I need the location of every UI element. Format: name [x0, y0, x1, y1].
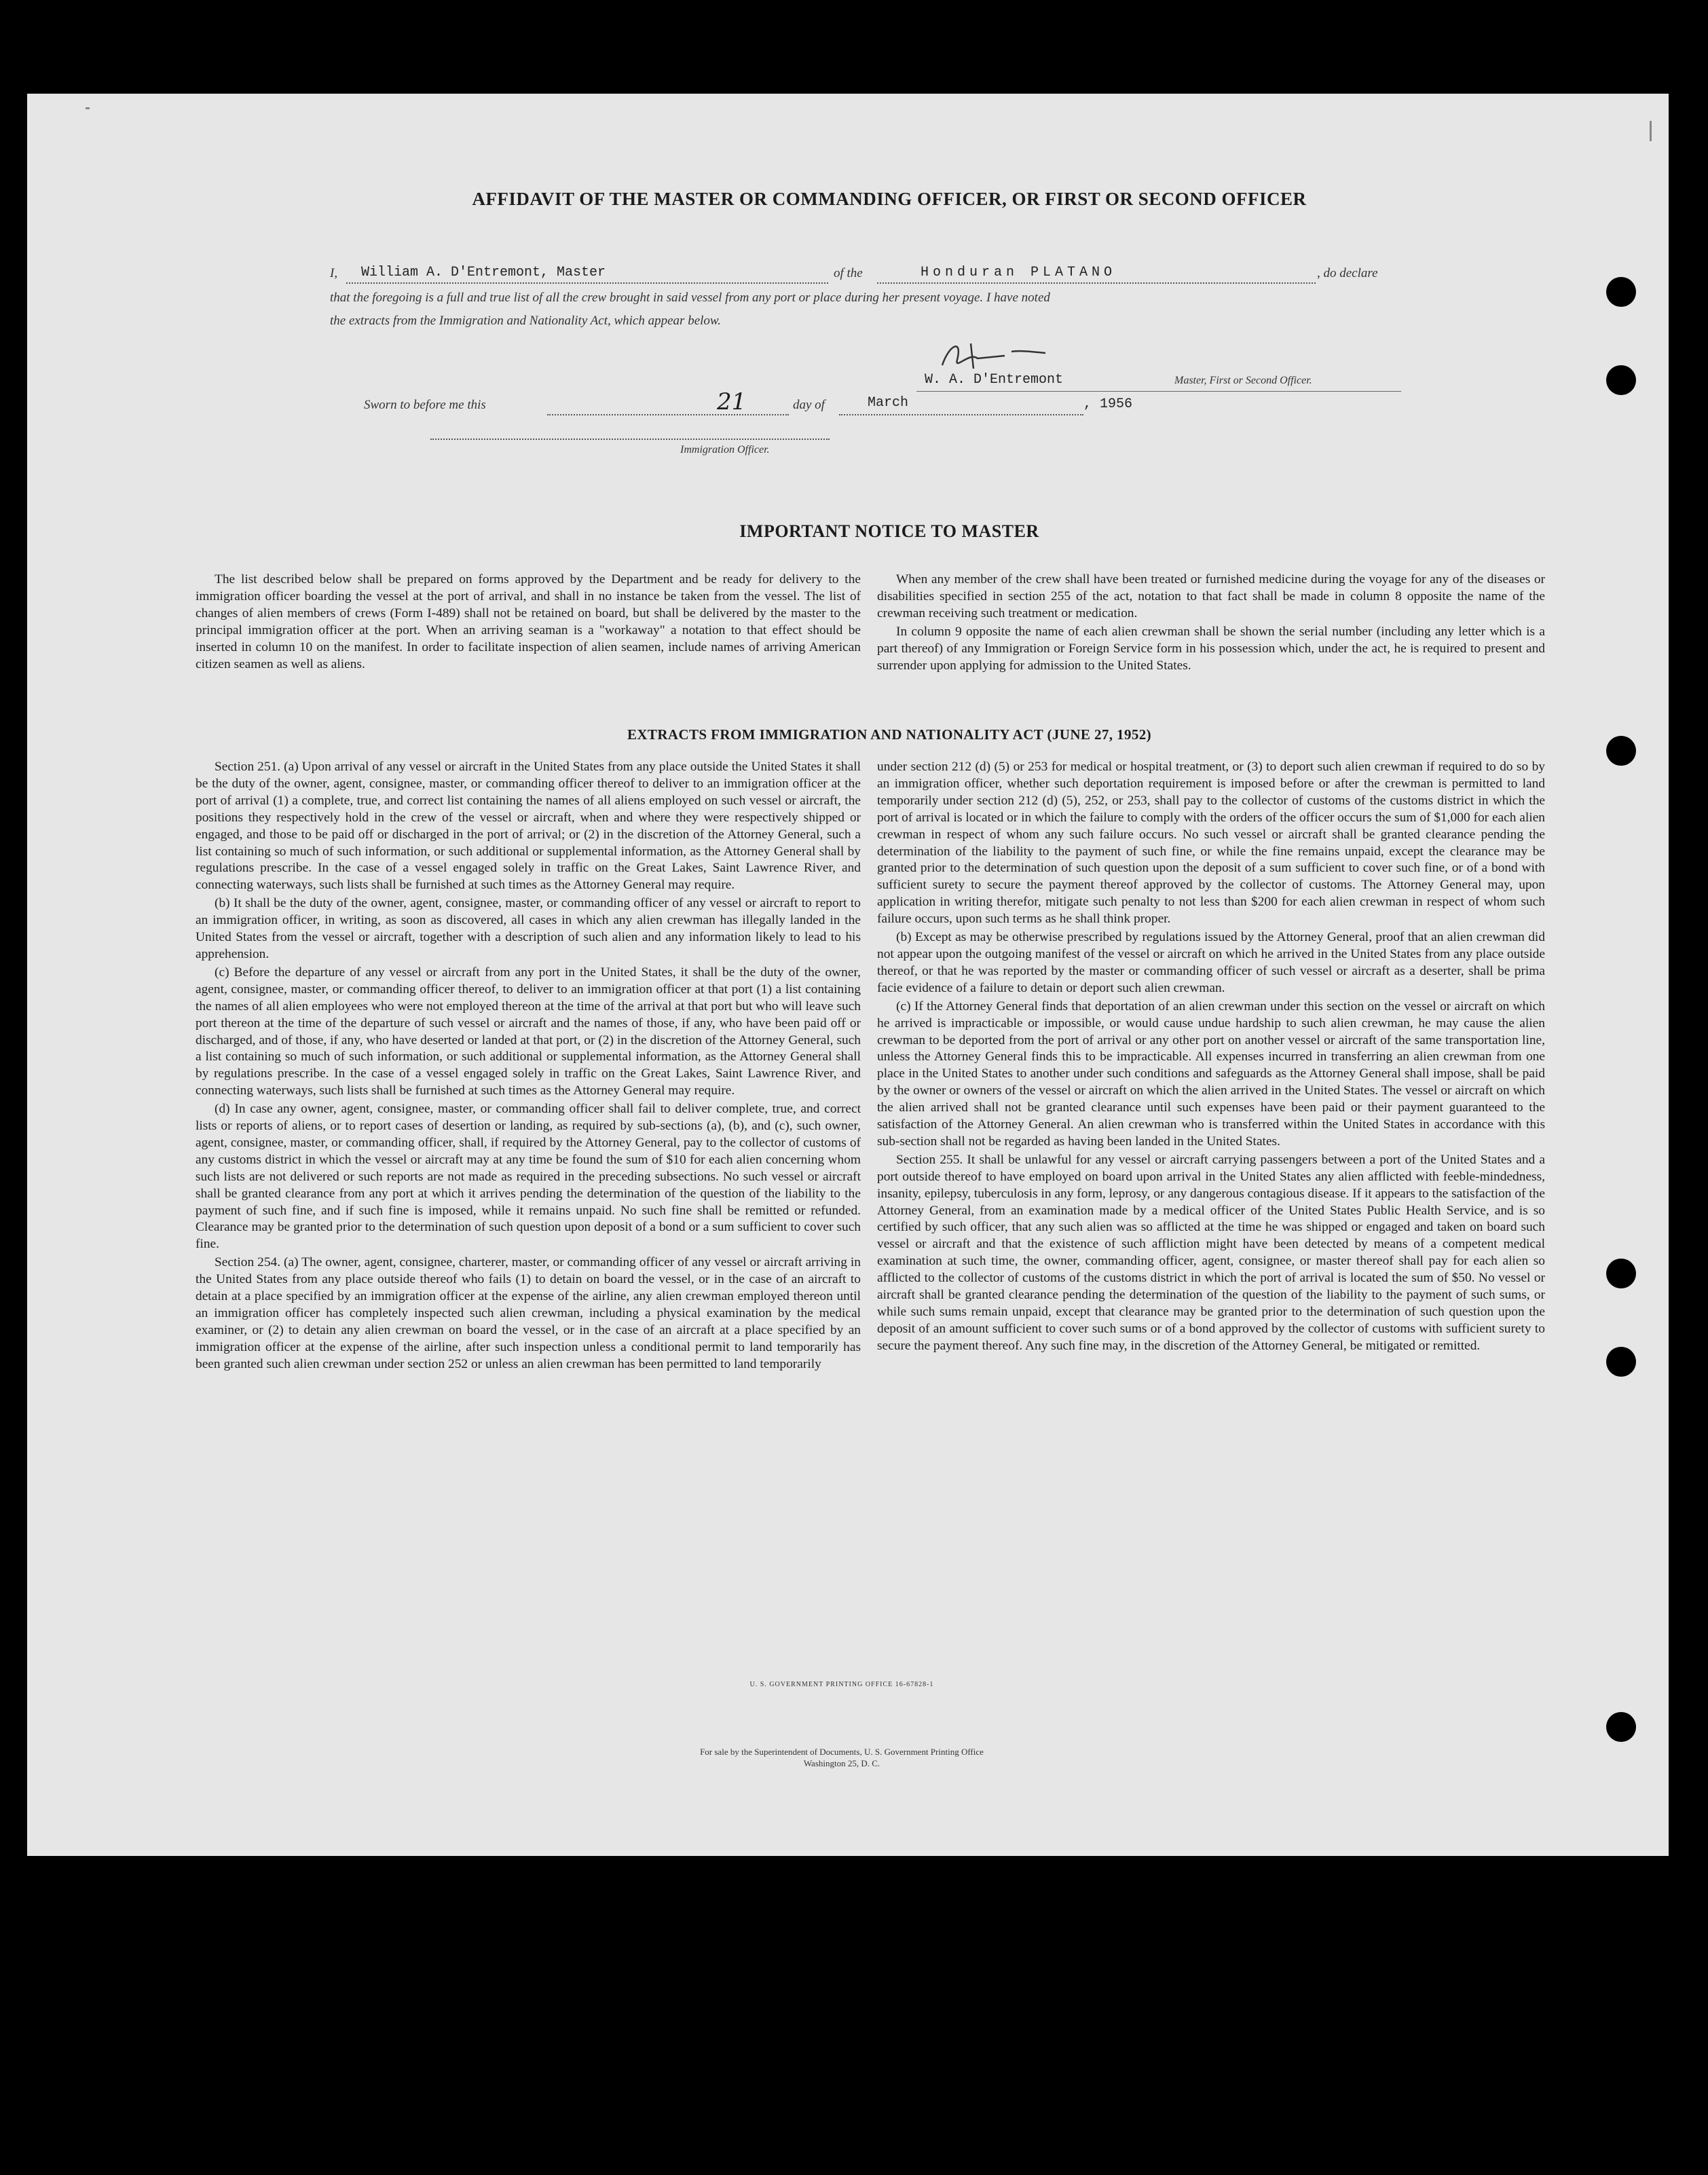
- vessel-field: [877, 265, 1316, 284]
- sworn-day: 21: [717, 388, 747, 415]
- officer-caption: Immigration Officer.: [680, 444, 770, 456]
- extract-paragraph: (c) If the Attorney General finds that deportation of an alien crewman under this section on the vessel or aircraft on which he arrived is impracticable or impossible, or would cause undue hardship to such alien crewman, he may cause the alien crewman to be deported from the port of arrival or any other port on another vessel or aircraft of the same transportation line, unless the Attorney General finds this to be impracticable. All expenses incurred in transferring an alien crewman from one place in the United States to another under such conditions and safeguards as the Attorney General shall impose, shall be paid by the owner or owners of the vessel or aircraft on which the alien arrived in the United States. The vessel or aircraft on which the alien arrived shall not be granted clearance until such expenses have been paid or their payment guaranteed to the satisfaction of the Attorney General. An alien crewman who is transferred within the United States in accordance with this sub-section shall not be regarded as having been landed in the United States.: [877, 999, 1545, 1149]
- officer-signature-line: [430, 439, 830, 440]
- declarant-field: [346, 265, 828, 284]
- declaration-line-2: that the foregoing is a full and true list of all the crew brought in said vessel from any port or place during her present voyage. I have noted: [330, 291, 1050, 305]
- declarant-name: William A. D'Entremont, Master: [361, 265, 606, 280]
- signature-typed-name: W. A. D'Entremont: [925, 372, 1064, 388]
- sworn-month: March: [868, 395, 909, 411]
- sworn-day-field: [547, 388, 789, 415]
- sworn-prefix: Sworn to before me this: [364, 398, 486, 412]
- notice-paragraph: When any member of the crew shall have been treated or furnished medicine during the voyage for any of the diseases or disabilities specified in section 255 of the act, notation to that fact shall be made in column 8 opposite the name of the crewman receiving such treatment or medication.: [877, 572, 1545, 620]
- document-page: [27, 94, 1669, 1856]
- footer-line-2: Washington 25, D. C.: [803, 1758, 880, 1768]
- notice-right-column: [877, 572, 1545, 675]
- extract-paragraph: (d) In case any owner, agent, consignee, master, or commanding officer shall fail to deliver complete, true, and correct lists or reports of aliens, or to report cases of desertion or landing, as required by sub-sections (a), (b), and (c), such owner, agent, consignee, master, or commanding officer, shall, if required by the Attorney General, pay to the collector of customs of any customs district in which the vessel or aircraft may at any time be found the sum of $10 for each alien concerning whom such lists are not delivered or such reports are not made as required in the preceding subsections. No such vessel or aircraft shall be granted clearance from any port at which it arrives pending the determination of the question of the liability to the payment of such fine, and if such fine is imposed, while it remains unpaid. No such fine shall be remitted or refunded. Clearance may be granted prior to the determination of such question upon deposit of a bond or a sum sufficient to cover such fine.: [196, 1102, 861, 1252]
- extract-paragraph: Section 255. It shall be unlawful for any vessel or aircraft carrying passengers between a port of the United States and a port outside thereof to have employed on board upon arrival in the United States any alien afflicted with feeble-mindedness, insanity, epilepsy, tuberculosis in any form, leprosy, or any dangerous contagious disease. If it appears to the satisfaction of the Attorney General, from an examination made by a medical officer of the United States Public Health Service, and is so certified by such officer, that any such alien was so afflicted at the time he was shipped or engaged and taken on board such vessel or aircraft and that the existence of such affliction might have been detected by means of a competent medical examination at such time, the owner, commanding officer, agent, consignee, or master thereof shall pay for each alien so afflicted to the collector of customs of the customs district in which the port of arrival is located the sum of $50. No vessel or aircraft shall be granted clearance pending the determination of the question of the liability to the payment of such sums, or while such sums remain unpaid, except that clearance may be granted prior to the determination of such question upon the deposit of an amount sufficient to cover such sums or of a bond approved by the collector of customs with sufficient surety to secure the payment thereof. Any such fine may, in the discretion of the Attorney General, be mitigated or remitted.: [877, 1152, 1545, 1353]
- printer-mark: U. S. GOVERNMENT PRINTING OFFICE 16-67828-1: [749, 1681, 934, 1688]
- extract-paragraph: (c) Before the departure of any vessel or aircraft from any port in the United States, it shall be the duty of the owner, agent, consignee, master, or commanding officer thereof, to deliver to an immigration officer at that port (1) a list containing the names of all alien employees who were not employed thereon at the time of the arrival at that port but who will leave such port thereon at the time of the departure of such vessel or aircraft and the names of those, if any, who have been paid off or discharged, and of those, if any, who have deserted or landed at that port, or (2) in the discretion of the Attorney General, such a list containing so much of such information, or such additional or supplemental information, as the Attorney General shall by regulations prescribe. In the case of a vessel engaged solely in traffic on the Great Lakes, Saint Lawrence River, and connecting waterways, such lists shall be furnished at such times as the Attorney General may require.: [196, 965, 861, 1098]
- sworn-month-field: [839, 395, 1083, 415]
- declaration-prefix: I,: [330, 266, 338, 280]
- sworn-day-of: day of: [793, 398, 825, 412]
- extract-paragraph: (b) It shall be the duty of the owner, agent, consignee, master, or commanding officer of any vessel or aircraft to report to an immigration officer, in writing, as soon as discovered, all cases in which any alien crewman has illegally landed in the United States from the vessel or aircraft, together with a description of such alien and any information likely to lead to his apprehension.: [196, 896, 861, 961]
- binder-hole-6: [1606, 1712, 1636, 1742]
- notice-title: IMPORTANT NOTICE TO MASTER: [739, 521, 1039, 541]
- binder-hole-3: [1606, 736, 1636, 766]
- extracts-title: EXTRACTS FROM IMMIGRATION AND NATIONALITY ACT (JUNE 27, 1952): [627, 726, 1152, 743]
- sworn-year: , 1956: [1083, 396, 1133, 412]
- extract-paragraph: Section 251. (a) Upon arrival of any vessel or aircraft in the United States from any place outside the United States it shall be the duty of the owner, agent, consignee, master, or commanding officer thereof to deliver to an immigration officer at the port of arrival (1) a complete, true, and correct list containing the names of all aliens employed on such vessel or aircraft, the positions they respectively hold in the crew of the vessel or aircraft, when and where they were respectively shipped or engaged, and those to be paid off or discharged in the port of arrival; or (2) in the discretion of the Attorney General, such a list containing so much of such information, or such additional or supplemental information, as the Attorney General shall by regulations prescribe. In the case of a vessel engaged solely in traffic on the Great Lakes, Saint Lawrence River, and connecting waterways, such lists shall be furnished at such times as the Attorney General may require.: [196, 760, 861, 893]
- extract-paragraph: Section 254. (a) The owner, agent, consignee, charterer, master, or commanding officer of any vessel or aircraft arriving in the United States from any place outside thereof who fails (1) to detain on board the vessel, or in the case of an aircraft to detain at a place specified by an immigration officer at the expense of the airline, any alien crewman employed thereon until an immigration officer has completely inspected such alien crewman, including a physical examination by the medical examiner, or (2) to detain any alien crewman on board the vessel, or in the case of an aircraft at a place specified by an immigration officer at the expense of the airline, after such inspection unless a conditional permit to land temporarily has been granted such alien crewman under section 252 or unless an alien crewman has been permitted to land temporarily: [196, 1255, 861, 1371]
- binder-hole-2: [1606, 365, 1636, 395]
- vessel-prefix: of the: [834, 266, 863, 280]
- extract-paragraph: (b) Except as may be otherwise prescribed by regulations issued by the Attorney General, proof that an alien crewman did not appear upon the outgoing manifest of the vessel or aircraft on which he arrived in the United States from any place outside thereof, or that he was reported by the master or commanding officer of such vessel or aircraft as a deserter, shall be prima facie evidence of a failure to detain or deport such alien crewman.: [877, 930, 1545, 995]
- signature-line: [916, 391, 1401, 392]
- footer-line-1: For sale by the Superintendent of Documents, U. S. Government Printing Office: [700, 1747, 984, 1757]
- declaration-line-3: the extracts from the Immigration and Nationality Act, which appear below.: [330, 314, 721, 328]
- extracts-right-column: [877, 759, 1545, 1356]
- vessel-name: Honduran PLATANO: [921, 265, 1117, 280]
- scan-speck: [86, 107, 90, 109]
- extract-paragraph: under section 212 (d) (5) or 253 for medical or hospital treatment, or (3) to deport such alien crewman if required to do so by an immigration officer, whether such deportation requirement is imposed before or after the crewman is permitted to land temporarily under section 212 (d) (5), 252, or 253, shall pay to the collector of customs of the customs district in which the port of arrival is located or in which the failure to comply with the orders of the officer occurs the sum of $1,000 for each alien crewman in respect of whom any such failure occurs. No such vessel or aircraft shall be granted clearance pending the determination of the liability to the payment of such fine, or while the fine remains unpaid, except the clearance may be granted prior to the determination of such question upon the deposit of a sum sufficient to cover such fine, or of a bond with sufficient surety to secure the payment thereof approved by the collector of customs. The Attorney General may, upon application in writing therefor, mitigate such penalty to not less than $200 for each alien crewman in respect of whom such failure occurs, upon such terms as he shall think proper.: [877, 760, 1545, 927]
- notice-paragraph: The list described below shall be prepared on forms approved by the Department and be ready for delivery to the immigration officer boarding the vessel at the port of arrival, and shall in no instance be taken from the vessel. The list of changes of alien members of crews (Form I-489) shall not be retained on board, but shall be delivered by the master to the principal immigration officer at the port. When an arriving seaman is a "workaway" a notation to that effect should be inserted in column 10 on the manifest. In order to facilitate inspection of alien seamen, include names of arriving American citizen seamen as well as aliens.: [196, 572, 861, 671]
- affidavit-title: AFFIDAVIT OF THE MASTER OR COMMANDING OFFICER, OR FIRST OR SECOND OFFICER: [472, 189, 1307, 209]
- notice-paragraph: In column 9 opposite the name of each alien crewman shall be shown the serial number (including any letter which is a part thereof) of any Immigration or Foreign Service form in his possession which, under the act, he is required to present and surrender upon applying for admission to the United States.: [877, 624, 1545, 673]
- footer: [570, 1746, 1113, 1769]
- binder-hole-4: [1606, 1259, 1636, 1288]
- notice-left-column: [196, 572, 861, 674]
- scan-speck: [1650, 121, 1652, 141]
- binder-hole-5: [1606, 1347, 1636, 1377]
- extracts-left-column: [196, 759, 861, 1375]
- declare-suffix: , do declare: [1317, 266, 1378, 280]
- signature-title: Master, First or Second Officer.: [1174, 375, 1312, 386]
